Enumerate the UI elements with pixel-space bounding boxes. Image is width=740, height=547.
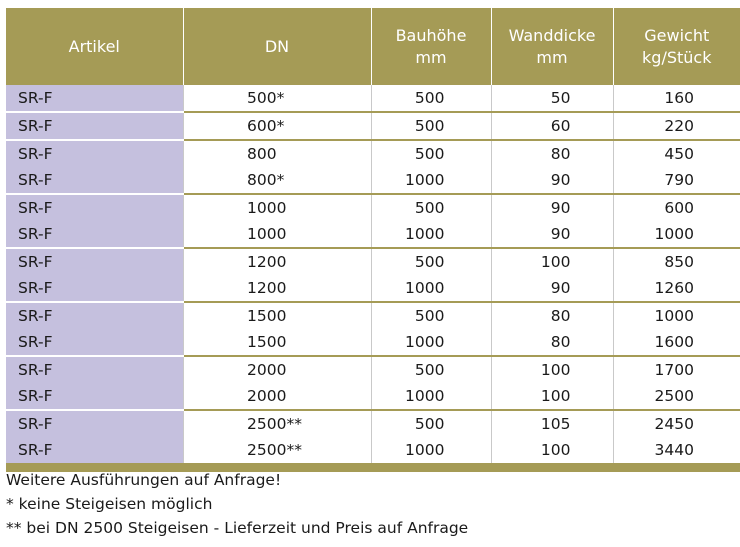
cell-gewicht: 600 [664,199,694,217]
cell-bauhoehe: 1000 [371,437,491,468]
cell-gewicht: 450 [664,145,694,163]
cell-dn: 1500 [183,329,371,356]
cell-bauhoehe: 500 [371,85,491,112]
cell-wanddicke: 80 [491,302,613,329]
cell-artikel: SR-F [6,356,183,383]
cell-dn: 800 [183,140,371,167]
cell-gewicht: 2500 [613,383,740,410]
note-more-variants: Weitere Ausführungen auf Anfrage! [6,471,282,489]
cell-artikel: SR-F [6,248,183,275]
cell-artikel: SR-F [6,275,183,302]
cell-dn: 1000 [183,194,371,221]
cell-bauhoehe: 500 [371,410,491,437]
cell-wanddicke: 100 [491,437,613,468]
cell-artikel: SR-F [6,302,183,329]
cell-bauhoehe: 1000 [371,221,491,248]
cell-bauhoehe: 1000 [371,275,491,302]
cell-artikel: SR-F [6,410,183,437]
cell-bauhoehe: 500 [371,112,491,140]
cell-bauhoehe: 500 [371,356,491,383]
table-row [6,167,740,194]
cell-artikel: SR-F [6,167,183,194]
cell-gewicht: 1000 [654,307,694,325]
table-row [6,140,740,167]
table-row [6,248,740,275]
cell-wanddicke: 80 [491,140,613,167]
table-body [6,85,740,468]
cell-wanddicke: 90 [491,194,613,221]
cell-artikel: SR-F [6,112,183,140]
cell-gewicht: 1700 [654,361,694,379]
table-row [6,112,740,140]
table-row [6,302,740,329]
table-row [6,356,740,383]
cell-bauhoehe: 1000 [371,167,491,194]
cell-wanddicke: 50 [491,85,613,112]
header-gewicht: Gewicht kg/Stück [613,8,740,85]
cell-gewicht: 1000 [613,221,740,248]
note-single-asterisk: * keine Steigeisen möglich [6,495,213,513]
cell-wanddicke: 105 [491,410,613,437]
table-row [6,221,740,248]
cell-gewicht: 790 [613,167,740,194]
cell-artikel: SR-F [6,85,183,112]
cell-bauhoehe: 500 [371,140,491,167]
cell-bauhoehe: 500 [371,248,491,275]
cell-bauhoehe: 1000 [371,329,491,356]
header-dn: DN [183,8,371,85]
header-wanddicke: Wanddicke mm [491,8,613,85]
cell-dn: 600* [183,112,371,140]
cell-gewicht: 3440 [613,437,740,468]
table-row [6,410,740,437]
cell-artikel: SR-F [6,221,183,248]
cell-bauhoehe: 500 [371,302,491,329]
cell-dn: 2500** [183,410,371,437]
footnotes [6,468,468,540]
table-row [6,275,740,302]
cell-dn: 2000 [183,383,371,410]
cell-gewicht: 1260 [613,275,740,302]
cell-wanddicke: 100 [491,356,613,383]
table-row [6,85,740,112]
table-header [6,8,740,85]
cell-gewicht: 220 [613,112,740,140]
table-row [6,383,740,410]
header-artikel: Artikel [6,8,183,85]
cell-gewicht: 850 [664,253,694,271]
cell-bauhoehe: 500 [371,194,491,221]
product-spec-table [6,8,740,472]
cell-wanddicke: 90 [491,275,613,302]
cell-dn: 1000 [183,221,371,248]
cell-artikel: SR-F [6,437,183,468]
cell-wanddicke: 90 [491,221,613,248]
cell-wanddicke: 100 [491,383,613,410]
table-row [6,329,740,356]
cell-wanddicke: 100 [491,248,613,275]
header-bauhoehe: Bauhöhe mm [371,8,491,85]
cell-artikel: SR-F [6,140,183,167]
product-table-container [6,8,740,472]
cell-artikel: SR-F [6,194,183,221]
cell-dn: 1200 [183,248,371,275]
note-double-asterisk: ** bei DN 2500 Steigeisen - Lieferzeit und Preis auf Anfrage [6,519,469,537]
cell-wanddicke: 90 [491,167,613,194]
cell-gewicht: 1600 [613,329,740,356]
cell-gewicht: 2450 [654,415,694,433]
table-row [6,437,740,468]
cell-dn: 1500 [183,302,371,329]
cell-gewicht: 160 [613,85,740,112]
cell-wanddicke: 80 [491,329,613,356]
cell-wanddicke: 60 [491,112,613,140]
table-row [6,194,740,221]
cell-dn: 800* [183,167,371,194]
cell-dn: 2500** [183,437,371,468]
cell-dn: 500* [183,85,371,112]
cell-artikel: SR-F [6,329,183,356]
cell-bauhoehe: 1000 [371,383,491,410]
cell-artikel: SR-F [6,383,183,410]
cell-dn: 2000 [183,356,371,383]
cell-dn: 1200 [183,275,371,302]
